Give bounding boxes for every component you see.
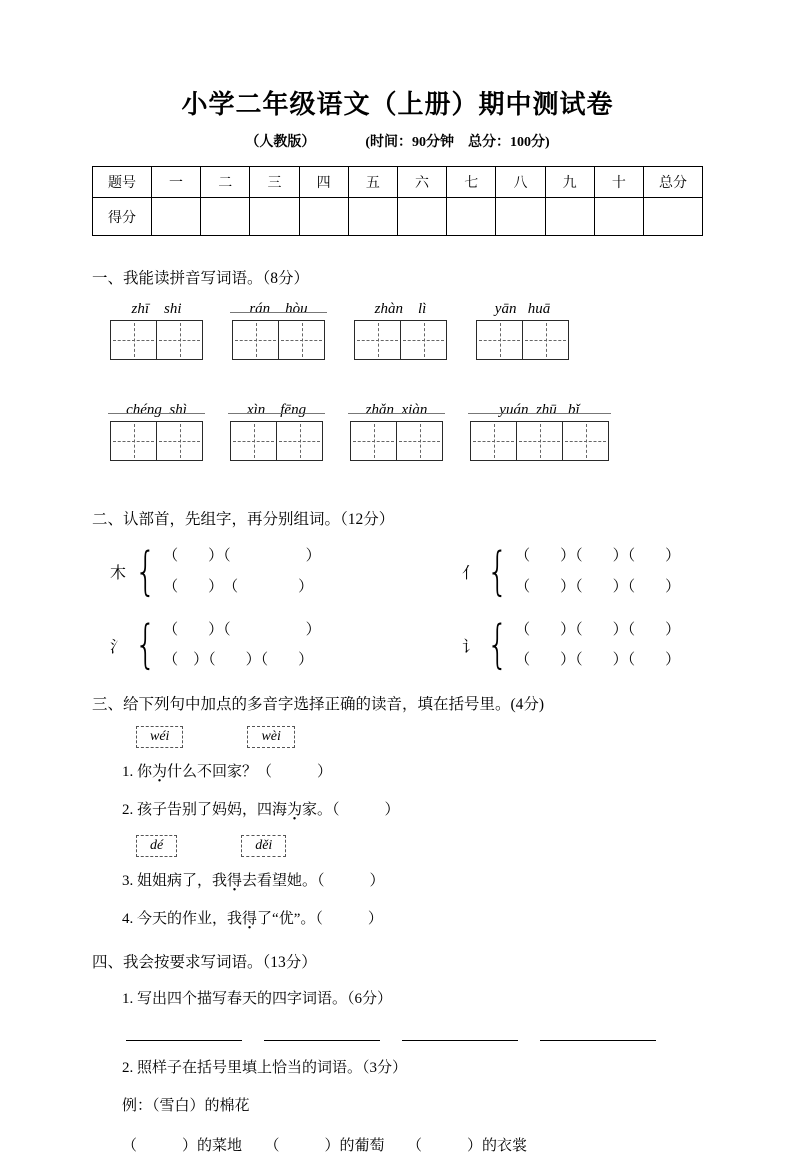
sentence-post: 家。（ ） bbox=[302, 801, 400, 818]
pinyin-label: zhǎn xiàn bbox=[350, 402, 443, 419]
score-table-header-cell: 四 bbox=[299, 167, 348, 198]
pinyin-grid-row-1 bbox=[92, 301, 703, 360]
writing-cell bbox=[110, 320, 157, 360]
fill-in-line: （ ）的菜地 （ ）的葡萄 （ ）的衣裳 bbox=[122, 1138, 528, 1154]
pronunciation-box: wéi bbox=[136, 726, 183, 748]
answer-blank-row bbox=[126, 1040, 703, 1041]
sentence-post: 了“优”。（ ） bbox=[257, 910, 383, 927]
pinyin-word-group bbox=[110, 402, 203, 461]
answer-line: （ ）（ ）（ ） bbox=[515, 548, 681, 564]
score-table-header-cell: 十 bbox=[594, 167, 643, 198]
pinyin-word-group bbox=[470, 402, 609, 461]
writing-cell bbox=[354, 320, 401, 360]
pinyin-word-group bbox=[350, 402, 443, 461]
sentence-pre: 3. 姐姐病了，我 bbox=[122, 873, 228, 889]
answer-blank-line bbox=[126, 1040, 242, 1041]
pinyin-label: yuán zhū bǐ bbox=[470, 402, 609, 419]
pinyin-label: chéng shì bbox=[110, 402, 203, 419]
writing-grid bbox=[350, 421, 443, 461]
score-table-score-row bbox=[93, 198, 703, 236]
sentence-item bbox=[122, 798, 703, 824]
score-table-header-cell: 九 bbox=[545, 167, 594, 198]
radical-lines bbox=[515, 615, 680, 677]
score-blank-cell bbox=[348, 198, 397, 236]
writing-grid bbox=[110, 320, 203, 360]
section3-heading: 三、给下列句中加点的多音字选择正确的读音，填在括号里。(4分) bbox=[92, 696, 545, 713]
radical-char: 氵 bbox=[109, 638, 126, 656]
time-score-label: (时间：90分钟 总分：100分) bbox=[365, 135, 550, 150]
pinyin-word-group bbox=[230, 402, 323, 461]
score-blank-cell bbox=[299, 198, 348, 236]
writing-grid bbox=[230, 421, 323, 461]
brace-glyph: { bbox=[486, 541, 509, 602]
radical-exercise-grid bbox=[92, 541, 703, 676]
score-table-header-cell: 三 bbox=[250, 167, 299, 198]
writing-cell bbox=[276, 421, 323, 461]
pronunciation-box: wèi bbox=[247, 726, 294, 748]
writing-cell bbox=[516, 421, 563, 461]
radical-lines bbox=[163, 615, 321, 677]
writing-cell bbox=[110, 421, 157, 461]
score-blank-cell bbox=[447, 198, 496, 236]
pronunciation-box: dé bbox=[136, 835, 177, 857]
answer-line: （ ）（ ）（ ） bbox=[515, 621, 681, 638]
section4-heading: 四、我会按要求写词语。（13分） bbox=[92, 954, 317, 971]
pinyin-word-group bbox=[232, 301, 325, 360]
section1-heading: 一、我能读拼音写词语。（8分） bbox=[92, 270, 310, 287]
brace-glyph: { bbox=[134, 541, 157, 602]
sentence-item bbox=[122, 869, 703, 895]
radical-group bbox=[108, 541, 460, 603]
score-table-header-cell: 八 bbox=[496, 167, 545, 198]
answer-line: （ ）（ ） bbox=[163, 621, 321, 638]
pronunciation-box: děi bbox=[241, 835, 286, 857]
example-line: 例：（雪白）的棉花 bbox=[122, 1098, 250, 1114]
sentence-pre: 1. 你 bbox=[122, 764, 153, 780]
score-table-header-row bbox=[93, 167, 703, 198]
writing-cell bbox=[562, 421, 609, 461]
dotted-char: 为 bbox=[152, 764, 168, 780]
radical-group bbox=[460, 541, 703, 603]
writing-cell bbox=[232, 320, 279, 360]
score-table bbox=[92, 166, 703, 236]
answer-blank-line bbox=[264, 1040, 380, 1041]
radical-char: 亻 bbox=[461, 565, 478, 583]
answer-line: （ ）（ ）（ ） bbox=[515, 652, 681, 669]
score-table-header-cell: 一 bbox=[151, 167, 200, 198]
brace-glyph: { bbox=[486, 615, 509, 676]
pinyin-word-group bbox=[354, 301, 447, 360]
score-table-header-cell: 五 bbox=[348, 167, 397, 198]
pinyin-label: zhàn lì bbox=[374, 301, 427, 317]
pinyin-word-group bbox=[110, 301, 203, 360]
edition-label: （人教版） bbox=[245, 135, 316, 150]
score-blank-cell bbox=[644, 198, 703, 236]
radical-group bbox=[460, 615, 703, 677]
writing-grid bbox=[110, 421, 203, 461]
radical-lines bbox=[163, 541, 321, 603]
radical-group bbox=[108, 615, 460, 677]
sentence-post: 什么不回家？（ ） bbox=[167, 764, 333, 780]
score-table-header-cell: 二 bbox=[201, 167, 250, 198]
writing-grid bbox=[470, 421, 609, 461]
writing-cell bbox=[396, 421, 443, 461]
score-blank-cell bbox=[201, 198, 250, 236]
score-blank-cell bbox=[496, 198, 545, 236]
page-title: 小学二年级语文（上册）期中测试卷 bbox=[181, 90, 614, 119]
writing-cell bbox=[156, 421, 203, 461]
score-blank-cell bbox=[397, 198, 446, 236]
writing-cell bbox=[522, 320, 569, 360]
radical-lines bbox=[515, 541, 680, 603]
score-blank-cell bbox=[594, 198, 643, 236]
writing-grid bbox=[232, 320, 325, 360]
writing-cell bbox=[400, 320, 447, 360]
sentence-item bbox=[122, 907, 703, 933]
score-blank-cell bbox=[151, 198, 200, 236]
subtitle bbox=[92, 131, 703, 151]
writing-cell bbox=[156, 320, 203, 360]
score-table-header-cell: 七 bbox=[447, 167, 496, 198]
section4-sub2: 2. 照样子在括号里填上恰当的词语。（3分） bbox=[122, 1060, 408, 1076]
answer-line: （ ）（ ）（ ） bbox=[163, 652, 314, 669]
pinyin-label: yān huā bbox=[494, 301, 551, 317]
answer-blank-line bbox=[402, 1040, 518, 1041]
score-table-header-cell: 题号 bbox=[93, 167, 152, 198]
score-blank-cell bbox=[250, 198, 299, 236]
dotted-char: 为 bbox=[287, 801, 303, 818]
writing-cell bbox=[278, 320, 325, 360]
answer-line: （ ） （ ） bbox=[163, 578, 314, 595]
answer-line: （ ）（ ）（ ） bbox=[515, 578, 681, 595]
pinyin-word-group bbox=[476, 301, 569, 360]
sentence-pre: 4. 今天的作业，我 bbox=[122, 910, 243, 927]
dotted-char: 得 bbox=[242, 910, 258, 927]
pronunciation-option-row bbox=[136, 726, 703, 748]
sentence-post: 去看望她。（ ） bbox=[242, 873, 385, 889]
pinyin-label: zhī shi bbox=[131, 301, 182, 317]
writing-cell bbox=[350, 421, 397, 461]
answer-line: （ ）（ ） bbox=[163, 548, 321, 564]
writing-grid bbox=[354, 320, 447, 360]
section2-heading: 二、认部首，先组字，再分别组词。（12分） bbox=[92, 511, 395, 528]
writing-grid bbox=[476, 320, 569, 360]
writing-cell bbox=[470, 421, 517, 461]
section4-sub1: 1. 写出四个描写春天的四字词语。（6分） bbox=[122, 991, 393, 1007]
writing-cell bbox=[476, 320, 523, 360]
score-table-header-cell: 六 bbox=[397, 167, 446, 198]
writing-cell bbox=[230, 421, 277, 461]
pinyin-label: rán hòu bbox=[232, 301, 325, 318]
radical-char: 讠 bbox=[461, 638, 478, 656]
sentence-pre: 2. 孩子告别了妈妈，四海 bbox=[122, 801, 288, 818]
pronunciation-option-row bbox=[136, 835, 703, 857]
sentence-item bbox=[122, 760, 703, 786]
radical-char: 木 bbox=[109, 565, 126, 583]
score-row-label: 得分 bbox=[93, 198, 152, 236]
answer-blank-line bbox=[540, 1040, 656, 1041]
score-table-header-cell: 总分 bbox=[644, 167, 703, 198]
pinyin-grid-row-2 bbox=[92, 402, 703, 461]
dotted-char: 得 bbox=[227, 873, 243, 889]
brace-glyph: { bbox=[134, 615, 157, 676]
score-blank-cell bbox=[545, 198, 594, 236]
pinyin-label: xìn fēng bbox=[230, 402, 323, 419]
